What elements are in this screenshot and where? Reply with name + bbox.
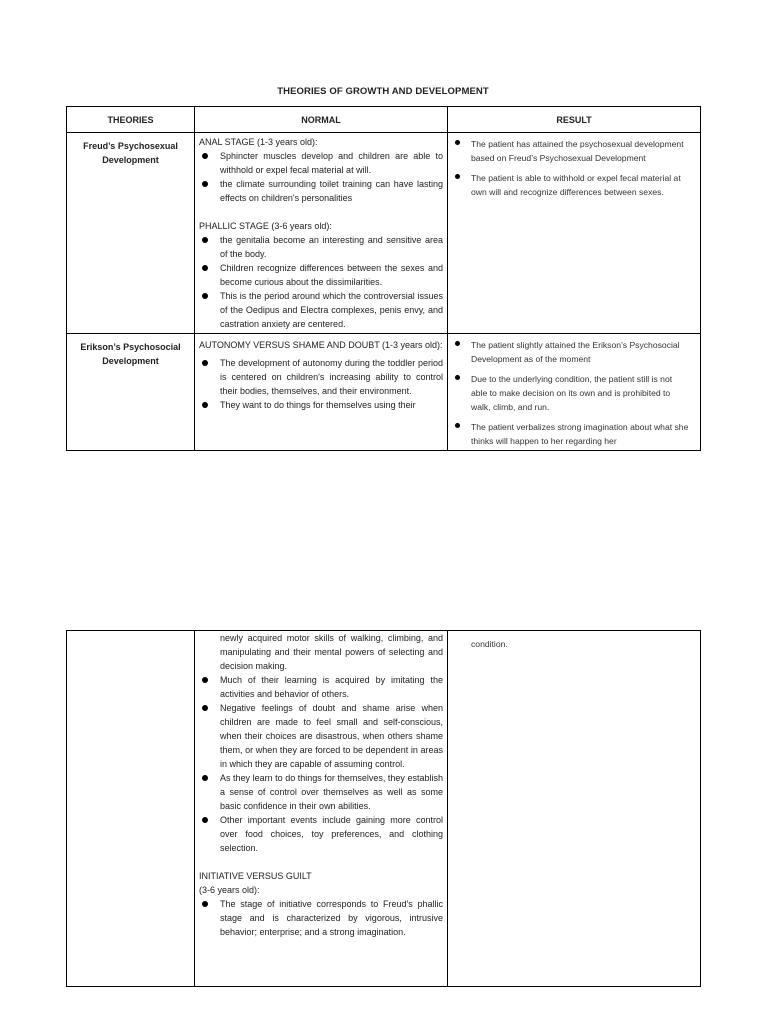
- stage-heading: AUTONOMY VERSUS SHAME AND DOUBT (1-3 years old):: [199, 340, 443, 350]
- stage-heading: ANAL STAGE (1-3 years old):: [199, 137, 318, 147]
- list-item: Sphincter muscles develop and children are able to withhold or expel fecal material at will.: [199, 149, 443, 177]
- bullet-list: [199, 149, 443, 205]
- normal-cell: [195, 631, 448, 987]
- theory-name: Freud’s Psychosexual Development: [67, 133, 195, 334]
- list-item: As they learn to do things for themselves, they establish a sense of control over themselves as well as some basic confidence in their own abilities.: [199, 771, 443, 813]
- bullet-list: [199, 233, 443, 331]
- theories-table-page-2: [66, 630, 701, 987]
- stage-heading: PHALLIC STAGE (3-6 years old):: [199, 221, 332, 231]
- list-item: They want to do things for themselves using their: [199, 398, 443, 412]
- stage-heading-age: (3-6 years old):: [199, 885, 260, 895]
- list-item: Children recognize differences between the sexes and become curious about the dissimilarities.: [199, 261, 443, 289]
- stage-heading: INITIATIVE VERSUS GUILT: [199, 871, 312, 881]
- list-item: Much of their learning is acquired by imitating the activities and behavior of others.: [199, 673, 443, 701]
- list-item: Negative feelings of doubt and shame arise when children are made to feel small and self-conscious, when their choices are disastrous, when others shame them, or when they are forced to be dependent in areas in which they are capable of assuming control.: [199, 701, 443, 771]
- header-row: [67, 107, 701, 133]
- result-cell: [448, 334, 701, 451]
- bullet-list: [199, 356, 443, 412]
- header-normal: NORMAL: [195, 107, 448, 133]
- result-cell: [448, 631, 701, 987]
- result-carry-text: condition.: [471, 639, 508, 649]
- bullet-list: [454, 137, 690, 199]
- header-result: RESULT: [448, 107, 701, 133]
- normal-cell: [195, 334, 448, 451]
- list-item: the climate surrounding toilet training can have lasting effects on children's personalities: [199, 177, 443, 205]
- list-item: the genitalia become an interesting and sensitive area of the body.: [199, 233, 443, 261]
- result-cell: [448, 133, 701, 334]
- normal-cell: [195, 133, 448, 334]
- table-row-continuation: [67, 631, 701, 987]
- list-item: Due to the underlying condition, the patient still is not able to make decision on its own and is prohibited to walk, climb, and run.: [454, 372, 690, 414]
- list-item: Other important events include gaining more control over food choices, toy preferences, and clothing selection.: [199, 813, 443, 855]
- theory-cell-empty: [67, 631, 195, 987]
- list-item: The patient has attained the psychosexual development based on Freud’s Psychosexual Development: [454, 137, 690, 165]
- list-item: The development of autonomy during the toddler period is centered on children's increasing ability to control their bodies, themselves, and their environment.: [199, 356, 443, 398]
- list-item: The patient slightly attained the Erikson’s Psychosocial Development as of the moment: [454, 338, 690, 366]
- list-item: The patient is able to withhold or expel fecal material at own will and recognize differences between sexes.: [454, 171, 690, 199]
- table-row-erikson: [67, 334, 701, 451]
- theory-name: Erikson’s Psychosocial Development: [67, 334, 195, 451]
- header-theories: THEORIES: [67, 107, 195, 133]
- list-item: The stage of initiative corresponds to Freud's phallic stage and is characterized by vigorous, intrusive behavior; enterprise; and a strong imagination.: [199, 897, 443, 939]
- list-item: The patient verbalizes strong imagination about what she thinks will happen to her regarding her: [454, 420, 690, 448]
- bullet-list: [199, 631, 443, 855]
- list-item: This is the period around which the controversial issues of the Oedipus and Electra complexes, penis envy, and castration anxiety are centered.: [199, 289, 443, 331]
- theories-table-page-1: [66, 106, 701, 451]
- bullet-list: [454, 338, 690, 448]
- bullet-list: [199, 897, 443, 939]
- table-row-freud: [67, 133, 701, 334]
- document-title: THEORIES OF GROWTH AND DEVELOPMENT: [277, 86, 489, 97]
- list-item: newly acquired motor skills of walking, climbing, and manipulating and their mental powers of selecting and decision making.: [220, 633, 443, 671]
